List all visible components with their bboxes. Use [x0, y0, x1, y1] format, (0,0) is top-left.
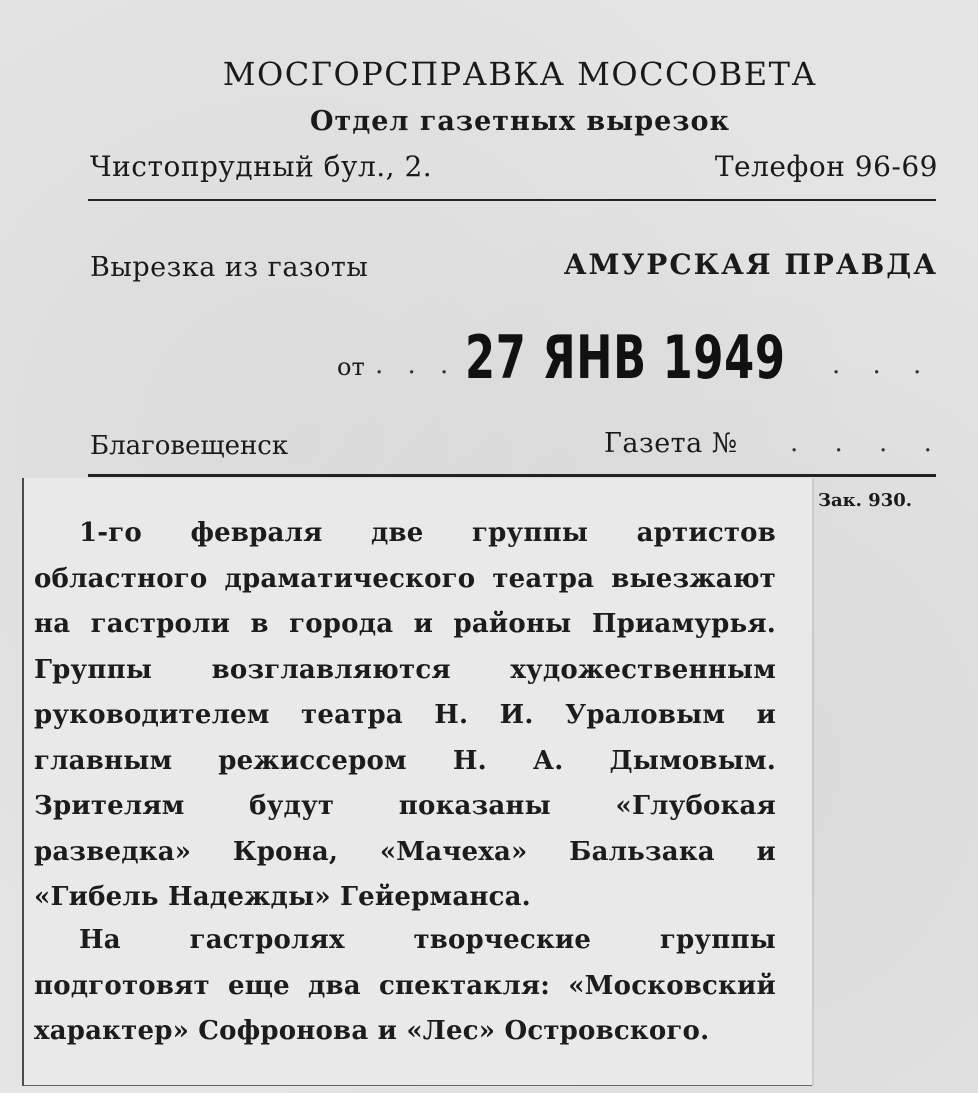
date-stamp: 27 ЯНВ 1949: [465, 323, 786, 393]
date-dots-right: . . .: [832, 350, 934, 380]
article-paragraph-2: На гастролях творческие группы подготовят еще два спектакля: «Московский характер» Софронова и «Лес» Островского.: [34, 925, 776, 1046]
address: Чистопрудный бул., 2.: [90, 150, 433, 183]
clipping-label: Вырезка из газоты: [90, 252, 369, 283]
info-divider: [88, 474, 936, 477]
issue-dots: . . . .: [790, 428, 946, 458]
issue-label: Газета №: [604, 428, 738, 459]
organization-title: МОСГОРСПРАВКА МОССОВЕТА: [222, 55, 818, 93]
date-prefix: от: [337, 353, 365, 381]
article-clipping: [22, 478, 812, 1086]
newspaper-name: АМУРСКАЯ ПРАВДА: [563, 248, 938, 281]
article-paragraph-1: 1-го февраля две группы артистов областного драматического театра выезжают на гастроли в города и районы Приамурья. Группы возглавляются художественным руководителем театра Н. И. Ураловым и главным режиссером Н. А. Дымовым. Зрителям будут показаны «Глубокая разведка» Крона, «Мачеха» Бальзака и «Гибель Надежды» Гейерманса.: [34, 518, 776, 912]
city: Благовещенск: [90, 431, 289, 461]
header-divider: [88, 199, 936, 201]
order-number: Зак. 930.: [818, 490, 913, 511]
phone: Телефон 96-69: [714, 150, 938, 183]
department-title: Отдел газетных вырезок: [310, 106, 730, 137]
date-dots-left: . . .: [375, 350, 457, 380]
